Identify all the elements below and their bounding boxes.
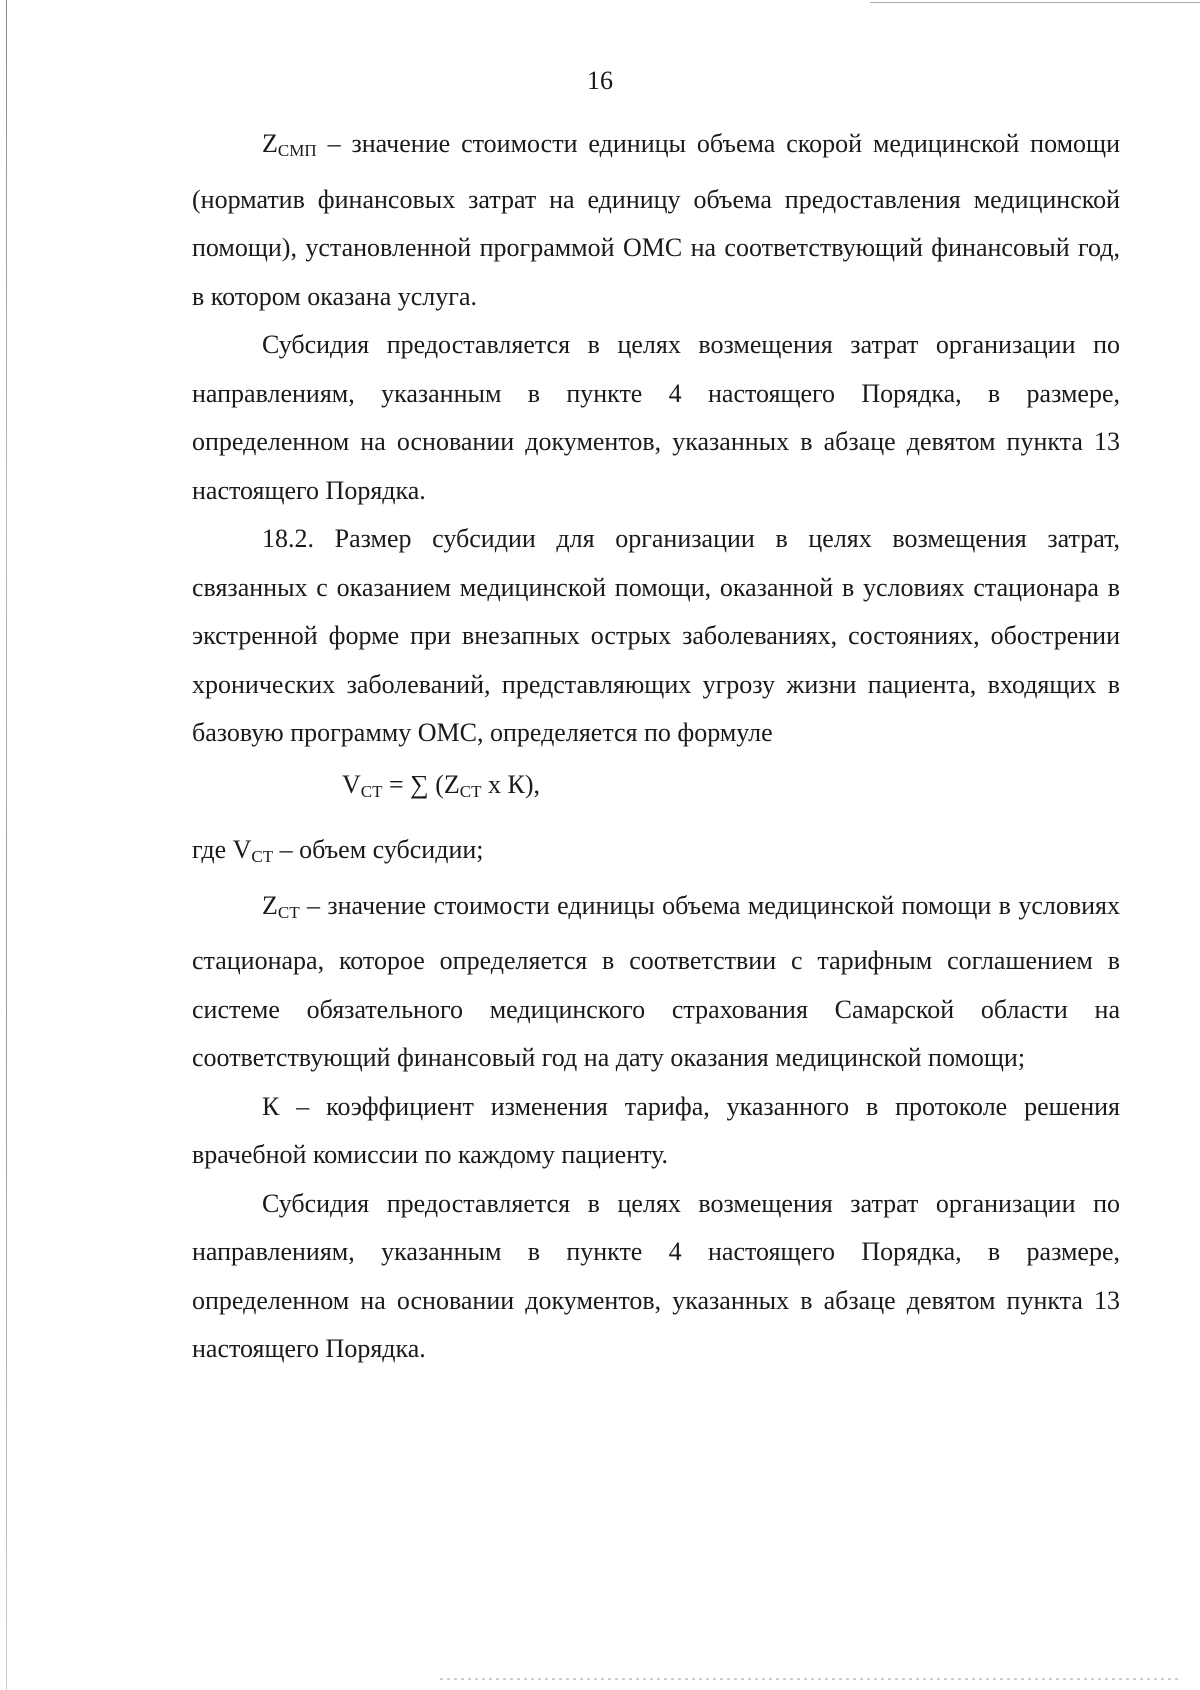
symbol-z-st: Z	[262, 890, 278, 920]
where-text: – объем субсидии;	[273, 835, 484, 864]
formula	[192, 761, 1120, 817]
formula-tail: х К),	[481, 769, 540, 799]
paragraph-18-2: 18.2. Размер субсидии для организации в целях возмещения затрат, связанных с оказанием медицинской помощи, оказанной в условиях стационара в экстренной форме при внезапных острых заболеваниях, состояниях, обострении хронических заболеваний, представляющих угрозу жизни пациента, входящих в базовую программу ОМС, определяется по формуле	[192, 524, 1120, 747]
paragraph-zsmp-definition	[192, 120, 1120, 321]
scan-top-line	[870, 2, 1200, 3]
where-prefix: где V	[192, 835, 252, 864]
scan-bottom-noise	[440, 1678, 1180, 1680]
symbol-z: Z	[262, 129, 278, 158]
paragraph-zst-definition	[192, 882, 1120, 1083]
paragraph-where-vst	[192, 826, 1120, 882]
where-subscript: СТ	[251, 847, 274, 866]
document-body	[192, 120, 1120, 1374]
paragraph-subsidy-1: Субсидия предоставляется в целях возмещения затрат организации по направлениям, указанным в пункте 4 настоящего Порядка, в размере, определенном на основании документов, указанных в абзаце девятом пункта 13 настоящего Порядка.	[192, 330, 1120, 505]
page-number: 16	[587, 66, 613, 95]
paragraph-k-definition: К – коэффициент изменения тарифа, указанного в протоколе решения врачебной комиссии по каждому пациенту.	[192, 1091, 1120, 1169]
zst-definition-text: – значение стоимости единицы объема медицинской помощи в условиях стационара, которое определяется в соответствии с тарифным соглашением в системе обязательного медицинского страхования Самарской области на соответствующий финансовый год на дату оказания медицинской помощи;	[192, 890, 1120, 1072]
formula-z-subscript: СТ	[459, 781, 482, 801]
formula-v-subscript: СТ	[360, 781, 383, 801]
paragraph-subsidy-2: Субсидия предоставляется в целях возмещения затрат организации по направлениям, указанным в пункте 4 настоящего Порядка, в размере, определенном на основании документов, указанных в абзаце девятом пункта 13 настоящего Порядка.	[192, 1188, 1120, 1363]
scan-left-edge	[6, 0, 7, 1690]
zsmp-definition-text: – значение стоимости единицы объема скорой медицинской помощи (норматив финансовых затрат на единицу объема предоставления медицинской помощи), установленной программой ОМС на соответствующий финансовый год, в котором оказана услуга.	[192, 129, 1120, 311]
formula-v: V	[342, 769, 361, 799]
subscript-smp: СМП	[277, 141, 317, 160]
formula-middle: = ∑ (Z	[382, 769, 460, 799]
subscript-st: СТ	[277, 902, 300, 922]
